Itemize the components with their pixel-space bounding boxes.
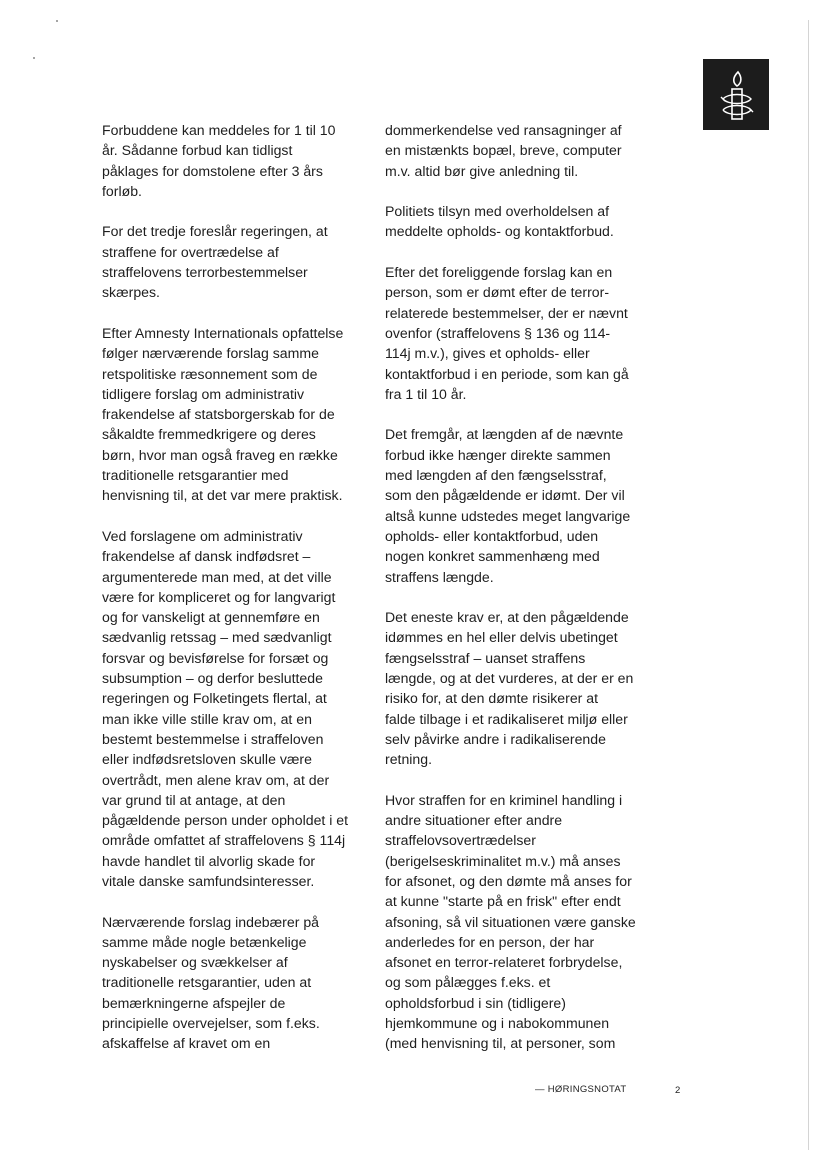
body-paragraph: Hvor straffen for en kriminel handling i andre situationer efter andre straffelovsovertrædelser (berigelseskriminalitet m.v.) må anses for afsonet, og den dømte må anses for at kunne "starte på en frisk" efter endt afsoning, så vil situationen være ganske anderledes for en person, der har afsonet en terror-relateret forbrydelse, og som pålægges f.eks. et opholdsforbud i sin (tidligere) hjemkommune og i nabokommunen (med henvisning til, at personer, som — [385, 791, 636, 1052]
body-paragraph: dommerkendelse ved ransagninger af en mistænkts bopæl, breve, computer m.v. altid bør give anledning til. — [385, 122, 622, 179]
body-paragraph: Forbuddene kan meddeles for 1 til 10 år. Sådanne forbud kan tidligst påklages for domstolene efter 3 års forløb. — [102, 122, 336, 199]
body-paragraph: Nærværende forslag indebærer på samme måde nogle betænkelige nyskabelser og svækkelser af traditionelle retsgarantier, uden at bemærkningerne afspejler de principielle overvejelser, som f.eks. afskaffelse af kravet om en — [102, 913, 320, 1052]
body-paragraph: Efter Amnesty Internationals opfattelse følger nærværende forslag samme retspolitiske ræsonnement som de tidligere forslag om administrativ frakendelse af statsborgerskab for de såkaldte fremmedkrigere og deres børn, hvor man også fraveg en række traditionelle retsgarantier med henvisning til, at det var mere praktisk. — [102, 324, 344, 504]
body-paragraph: Det eneste krav er, at den pågældende idømmes en hel eller delvis ubetinget fængselsstraf – uanset straffens længde, og at det vurderes, at der er en risiko for, at den dømte risikerer at falde tilbage i et radikaliseret miljø eller selv påvirke andre i radikaliserende retning. — [385, 609, 634, 768]
body-paragraph: Ved forslagene om administrativ frakendelse af dansk indfødsret – argumenterede man med, at det ville være for kompliceret og for langvarigt og for vanskeligt at gennemføre en sædvanlig retssag – med sædvanligt forsvar og bevisførelse for forsæt og subsumption – og derfor besluttede regeringen og Folketingets flertal, at man ikke ville stille krav om, at en bestemt bestemmelse i straffeloven eller indfødsretsloven skulle være overtrådt, men alene krav om, at der var grund til at antage, at den pågældende person under opholdet i et område omfattet af straffelovens § 114j havde handlet til alvorlig skade for vitale danske samfundsinteresser. — [102, 527, 349, 889]
scan-speck — [33, 57, 35, 59]
amnesty-candle-icon — [703, 59, 769, 130]
body-paragraph: Det fremgår, at længden af de nævnte forbud ikke hænger direkte sammen med længden af den fængselsstraf, som den pågældende er idømt. Der vil altså kunne udstedes meget langvarige opholds- eller kontaktforbud, uden nogen konkret sammenhæng med straffens længde. — [385, 426, 631, 585]
page-edge-line — [808, 20, 809, 1150]
footer-document-label: — HØRINGSNOTAT — [535, 1084, 627, 1095]
left-text-column — [102, 120, 360, 1074]
scan-speck — [56, 20, 58, 22]
body-paragraph: Politiets tilsyn med overholdelsen af meddelte opholds- og kontaktforbud. — [385, 203, 614, 240]
body-paragraph: Efter det foreliggende forslag kan en person, som er dømt efter de terror- relaterede bestemmelser, der er nævnt ovenfor (straffelovens § 136 og 114- 114j m.v.), gives et opholds- eller kontaktforbud i en periode, som kan gå fra 1 til 10 år. — [385, 264, 629, 402]
page-number: 2 — [675, 1085, 681, 1096]
right-text-column — [385, 120, 645, 1074]
body-paragraph: For det tredje foreslår regeringen, at straffene for overtrædelse af straffelovens terrorbestemmelser skærpes. — [102, 223, 328, 301]
